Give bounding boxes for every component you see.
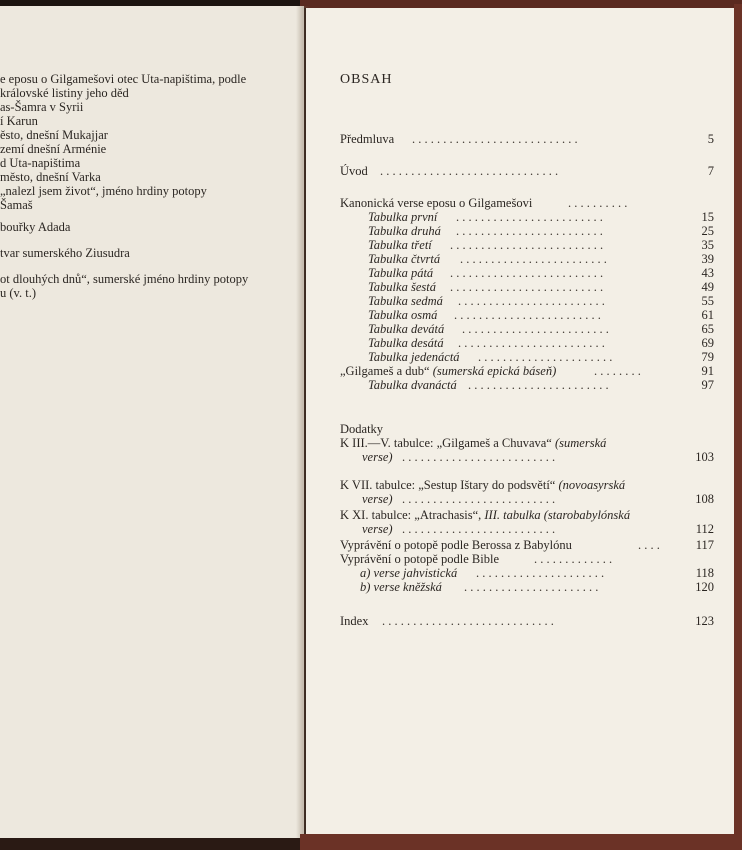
leader-dots: . . . . . . . . . . . . . . . . . . . . . . . . . . . . (382, 614, 554, 628)
toc-entry-continuation: verse) (362, 522, 393, 536)
leader-dots: . . . . . . . . . . . . . . . . . . . . . . . . . (450, 238, 604, 252)
leader-dots: . . . . . . . . . . (568, 196, 628, 210)
gloss-line: zemí dnešní Arménie (0, 142, 107, 156)
gloss-line: Šamaš (0, 198, 33, 212)
toc-page-number: 39 (701, 252, 714, 266)
toc-entry (340, 132, 714, 146)
toc-entry (340, 164, 714, 178)
toc-page-number: 69 (701, 336, 714, 350)
toc-entry (368, 266, 714, 280)
toc-entry (368, 252, 714, 266)
toc-entry (340, 478, 700, 492)
toc-entry-label: Tabulka první (368, 210, 438, 224)
toc-entry (360, 580, 714, 594)
toc-page-number: 15 (701, 210, 714, 224)
toc-entry-subtitle: III. tabulka (starobabylónská (484, 508, 631, 522)
leader-dots: . . . . . . . . . . . . . . . . . . . . . . . . (456, 210, 603, 224)
toc-entry (340, 614, 714, 628)
top-edge-cover (300, 0, 742, 8)
leader-dots: . . . . . . . . . . . . . . . . . . . . . . . . . (450, 266, 604, 280)
toc-entry-label: verse jahvistická (373, 566, 458, 580)
left-page (0, 6, 304, 838)
toc-entry (368, 378, 714, 392)
gloss-line: ot dlouhých dnů“, sumerské jméno hrdiny potopy (0, 272, 249, 286)
toc-page-number: 123 (695, 614, 714, 628)
gloss-line: bouřky Adada (0, 220, 71, 234)
leader-dots: . . . . . . . . . . . . . . . . . . . . . . . . . (450, 280, 604, 294)
leader-dots: . . . . . . . . . . . . . . . . . . . . . . . . . . . (412, 132, 578, 146)
toc-page-number: 117 (695, 538, 714, 552)
toc-entry (368, 224, 714, 238)
toc-entry (368, 308, 714, 322)
toc-entry-label: Tabulka dvanáctá (368, 378, 457, 392)
toc-page-number: 5 (707, 132, 714, 146)
toc-entry (368, 238, 714, 252)
toc-entry-label: K VII. tabulce: „Sestup Ištary do podsvětí“ (340, 478, 556, 492)
toc-entry-label: K III.—V. tabulce: „Gilgameš a Chuvava“ (340, 436, 552, 450)
leader-dots: . . . . . . . . . . . . . . . . . . . . . (476, 566, 605, 580)
gloss-line: d Uta-napištima (0, 156, 81, 170)
toc-entry (340, 508, 700, 522)
gloss-line: e eposu o Gilgamešovi otec Uta-napištima, podle (0, 72, 247, 86)
toc-entry (340, 492, 714, 506)
toc-entry-label: Předmluva (340, 132, 395, 146)
leader-dots: . . . . . . . . . . . . . . . . . . . . . . . . . . . . . (380, 164, 559, 178)
toc-entry-label: K XI. tabulce: „Atrachasis“, (340, 508, 482, 522)
toc-entry-subtitle: (sumerská epická báseň) (432, 364, 557, 378)
toc-entry-subtitle: (sumerská (554, 436, 607, 450)
toc-entry-label: Tabulka druhá (368, 224, 441, 238)
toc-entry (368, 336, 714, 350)
toc-entry-prefix: a) (360, 566, 371, 580)
toc-entry-label: Úvod (340, 164, 368, 178)
gloss-line: u (v. t.) (0, 286, 36, 300)
toc-entry (340, 538, 714, 552)
toc-entry-continuation: verse) (362, 450, 393, 464)
toc-title: OBSAH (340, 72, 393, 87)
toc-page-number: 61 (701, 308, 714, 322)
toc-entry (368, 322, 714, 336)
leader-dots: . . . . . . . . . . . . . . . . . . . . . . . . (458, 336, 605, 350)
toc-entry-label: Kanonická verse eposu o Gilgamešovi (340, 196, 533, 210)
leader-dots: . . . . . . . . . . . . . . . . . . . . . . (478, 350, 613, 364)
toc-entry (368, 280, 714, 294)
toc-page-number: 97 (701, 378, 714, 392)
toc-page-number: 103 (695, 450, 714, 464)
toc-entry (340, 552, 700, 566)
leader-dots: . . . . . . . . . . . . . . . . . . . . . . . (468, 378, 609, 392)
toc-entry (368, 210, 714, 224)
gloss-line: as-Šamra v Syrii (0, 100, 84, 114)
toc-entry-label: „Gilgameš a dub“ (340, 364, 430, 378)
gloss-line: město, dnešní Varka (0, 170, 101, 184)
toc-entry-label: Vyprávění o potopě podle Berossa z Babylónu (340, 538, 572, 552)
cover-bottom-edge (300, 834, 742, 850)
toc-entry-label: Tabulka jedenáctá (368, 350, 460, 364)
toc-page-number: 43 (701, 266, 714, 280)
toc-entry-label: Index (340, 614, 369, 628)
toc-entry-label: Tabulka pátá (368, 266, 434, 280)
toc-entry-label: Tabulka osmá (368, 308, 438, 322)
toc-page-number: 35 (701, 238, 714, 252)
toc-entry (340, 436, 700, 450)
toc-entry (340, 364, 714, 378)
leader-dots: . . . . (638, 538, 660, 552)
toc-entry-label: Tabulka třetí (368, 238, 432, 252)
toc-entry-subtitle: (novoasyrská (558, 478, 626, 492)
leader-dots: . . . . . . . . . . . . . . . . . . . . . . . . (460, 252, 607, 266)
right-page (306, 8, 734, 836)
toc-entry-label: Tabulka šestá (368, 280, 436, 294)
toc-entry (340, 450, 714, 464)
gloss-line: tvar sumerského Ziusudra (0, 246, 130, 260)
toc-entry-continuation: verse) (362, 492, 393, 506)
toc-entry (340, 522, 714, 536)
toc-page-number: 55 (701, 294, 714, 308)
toc-page-number: 65 (701, 322, 714, 336)
toc-entry-label: Tabulka sedmá (368, 294, 443, 308)
toc-entry (368, 294, 714, 308)
toc-page-number: 108 (695, 492, 714, 506)
toc-entry (360, 566, 714, 580)
leader-dots: . . . . . . . . . . . . . . . . . . . . . . . . (456, 224, 603, 238)
toc-page-number: 7 (707, 164, 714, 178)
toc-entry (368, 350, 714, 364)
cover-edge (734, 4, 742, 844)
leader-dots: . . . . . . . . . . . . . (534, 552, 613, 566)
toc-page-number: 120 (695, 580, 714, 594)
toc-page-number: 49 (701, 280, 714, 294)
gloss-line: královské listiny jeho děd (0, 86, 129, 100)
toc-page-number: 91 (701, 364, 714, 378)
toc-entry (340, 196, 700, 210)
gloss-line: „nalezl jsem život“, jméno hrdiny potopy (0, 184, 207, 198)
leader-dots: . . . . . . . . . . . . . . . . . . . . . . . . . (402, 492, 556, 506)
toc-page-number: 118 (695, 566, 714, 580)
toc-entry-label: verse kněžská (373, 580, 442, 594)
leader-dots: . . . . . . . . . . . . . . . . . . . . . . . . . (402, 522, 556, 536)
leader-dots: . . . . . . . . . . . . . . . . . . . . . . . . . (402, 450, 556, 464)
toc-entry-label: Tabulka čtvrtá (368, 252, 441, 266)
toc-entry-label: Tabulka devátá (368, 322, 445, 336)
leader-dots: . . . . . . . . (594, 364, 641, 378)
toc-entry-label: Vyprávění o potopě podle Bible (340, 552, 499, 566)
toc-page-number: 112 (695, 522, 714, 536)
appendix-heading: Dodatky (340, 422, 384, 436)
leader-dots: . . . . . . . . . . . . . . . . . . . . . . (464, 580, 599, 594)
leader-dots: . . . . . . . . . . . . . . . . . . . . . . . . (454, 308, 601, 322)
gloss-line: í Karun (0, 114, 38, 128)
toc-entry-label: Tabulka desátá (368, 336, 444, 350)
toc-page-number: 79 (701, 350, 714, 364)
leader-dots: . . . . . . . . . . . . . . . . . . . . . . . . (458, 294, 605, 308)
leader-dots: . . . . . . . . . . . . . . . . . . . . . . . . (462, 322, 609, 336)
gloss-line: ěsto, dnešní Mukajjar (0, 128, 108, 142)
toc-page-number: 25 (701, 224, 714, 238)
toc-entry-prefix: b) (360, 580, 371, 594)
